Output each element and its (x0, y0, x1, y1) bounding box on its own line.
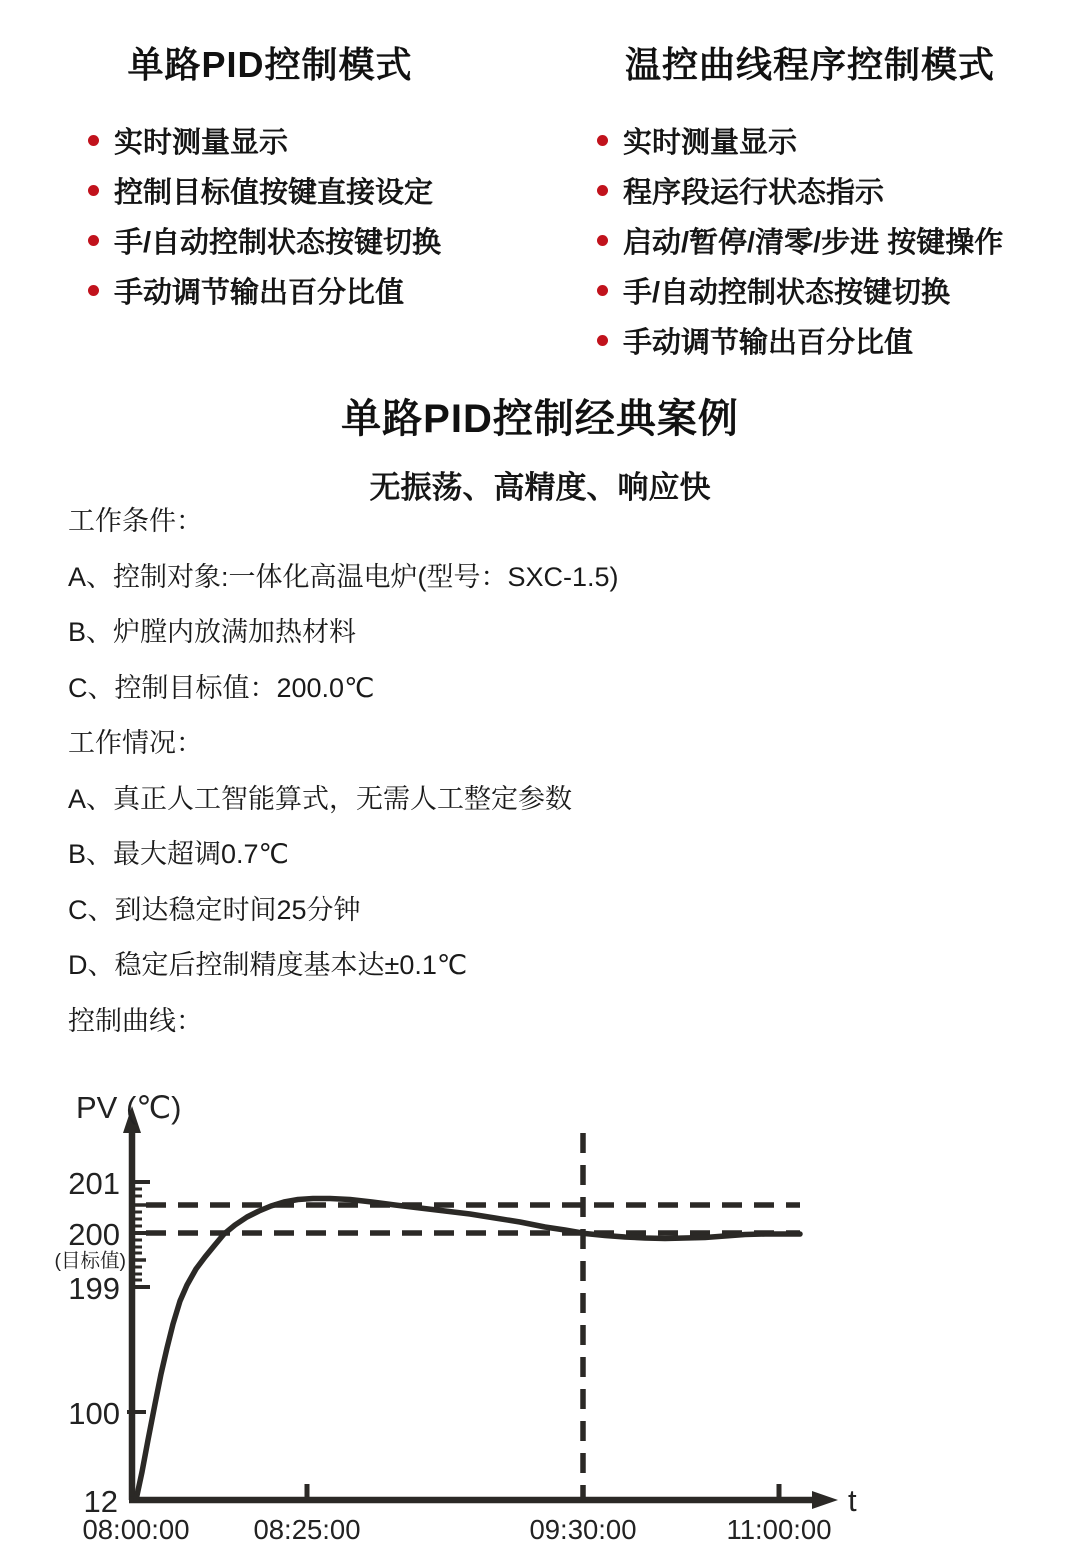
x-tick-label-082500: 08:25:00 (253, 1514, 361, 1545)
target-value-note: (目标值) (54, 1250, 126, 1272)
list-item-label: 控制目标值按键直接设定 (114, 177, 434, 210)
body-line: A、控制对象:一体化高温电炉(型号：SXC-1.5) (68, 561, 619, 592)
body-line: 工作情况： (68, 728, 203, 758)
feature-title-left: 单路PID控制模式 (127, 43, 413, 85)
x-axis-label: t (848, 1483, 857, 1518)
list-item (597, 216, 1080, 266)
x-tick-label-093000: 09:30:00 (529, 1514, 637, 1545)
list-item-label: 启动/暂停/清零/步进 按键操作 (623, 227, 1004, 260)
list-item-label: 手动调节输出百分比值 (623, 327, 914, 360)
y-tick-label-12: 12 (83, 1484, 118, 1519)
body-line: 控制曲线： (68, 1005, 203, 1036)
bullet-dot-icon (88, 185, 99, 196)
bullet-dot-icon (597, 285, 608, 296)
y-tick-label-201: 201 (68, 1166, 120, 1201)
x-tick-label-080000: 08:00:00 (82, 1514, 190, 1545)
bullet-dot-icon (88, 135, 99, 146)
pv-time-plot (0, 1082, 1080, 1562)
bullet-dot-icon (88, 235, 99, 246)
feature-list-left (0, 116, 540, 316)
x-tick-label-110000: 11:00:00 (726, 1514, 832, 1545)
list-item (88, 216, 540, 266)
feature-column-program-mode (540, 14, 1080, 366)
body-line: D、稳定后控制精度基本达±0.1℃ (68, 950, 468, 980)
case-study-body (68, 494, 1028, 1049)
y-axis-label: PV (℃) (76, 1090, 182, 1125)
bullet-dot-icon (88, 285, 99, 296)
page-title: 单路PID控制经典案例 (341, 396, 739, 441)
list-item-label: 手/自动控制状态按键切换 (114, 227, 442, 260)
bullet-dot-icon (597, 235, 608, 246)
body-line: 工作条件： (68, 506, 203, 536)
x-axis-arrow-icon (812, 1491, 838, 1509)
list-item-label: 手/自动控制状态按键切换 (623, 277, 951, 310)
body-line: B、最大超调0.7℃ (68, 839, 289, 869)
list-item-label: 实时测量显示 (114, 127, 289, 160)
list-item (597, 166, 1080, 216)
page-subtitle: 无振荡、高精度、响应快 (369, 469, 711, 505)
feature-list-right (540, 116, 1080, 366)
list-item-label: 手动调节输出百分比值 (114, 277, 405, 310)
control-curve-chart (0, 1082, 1080, 1562)
body-line: C、到达稳定时间25分钟 (68, 894, 361, 925)
body-line: B、炉膛内放满加热材料 (68, 617, 357, 647)
list-item (88, 116, 540, 166)
pv-curve (136, 1199, 800, 1501)
list-item-label: 程序段运行状态指示 (623, 177, 885, 210)
body-line: A、真正人工智能算式，无需人工整定参数 (68, 783, 573, 814)
list-item (88, 166, 540, 216)
list-item (597, 116, 1080, 166)
bullet-dot-icon (597, 335, 608, 346)
y-tick-label-199: 199 (68, 1271, 120, 1306)
feature-title-right: 温控曲线程序控制模式 (624, 43, 995, 85)
bullet-dot-icon (597, 185, 608, 196)
list-item-label: 实时测量显示 (623, 127, 798, 160)
bullet-dot-icon (597, 135, 608, 146)
feature-column-pid-mode (0, 14, 540, 316)
case-study-header (0, 368, 1080, 506)
y-tick-label-200: 200 (68, 1217, 120, 1252)
y-tick-label-100: 100 (68, 1396, 120, 1431)
body-line: C、控制目标值：200.0℃ (68, 672, 375, 703)
list-item (597, 316, 1080, 366)
list-item (597, 266, 1080, 316)
list-item (88, 266, 540, 316)
